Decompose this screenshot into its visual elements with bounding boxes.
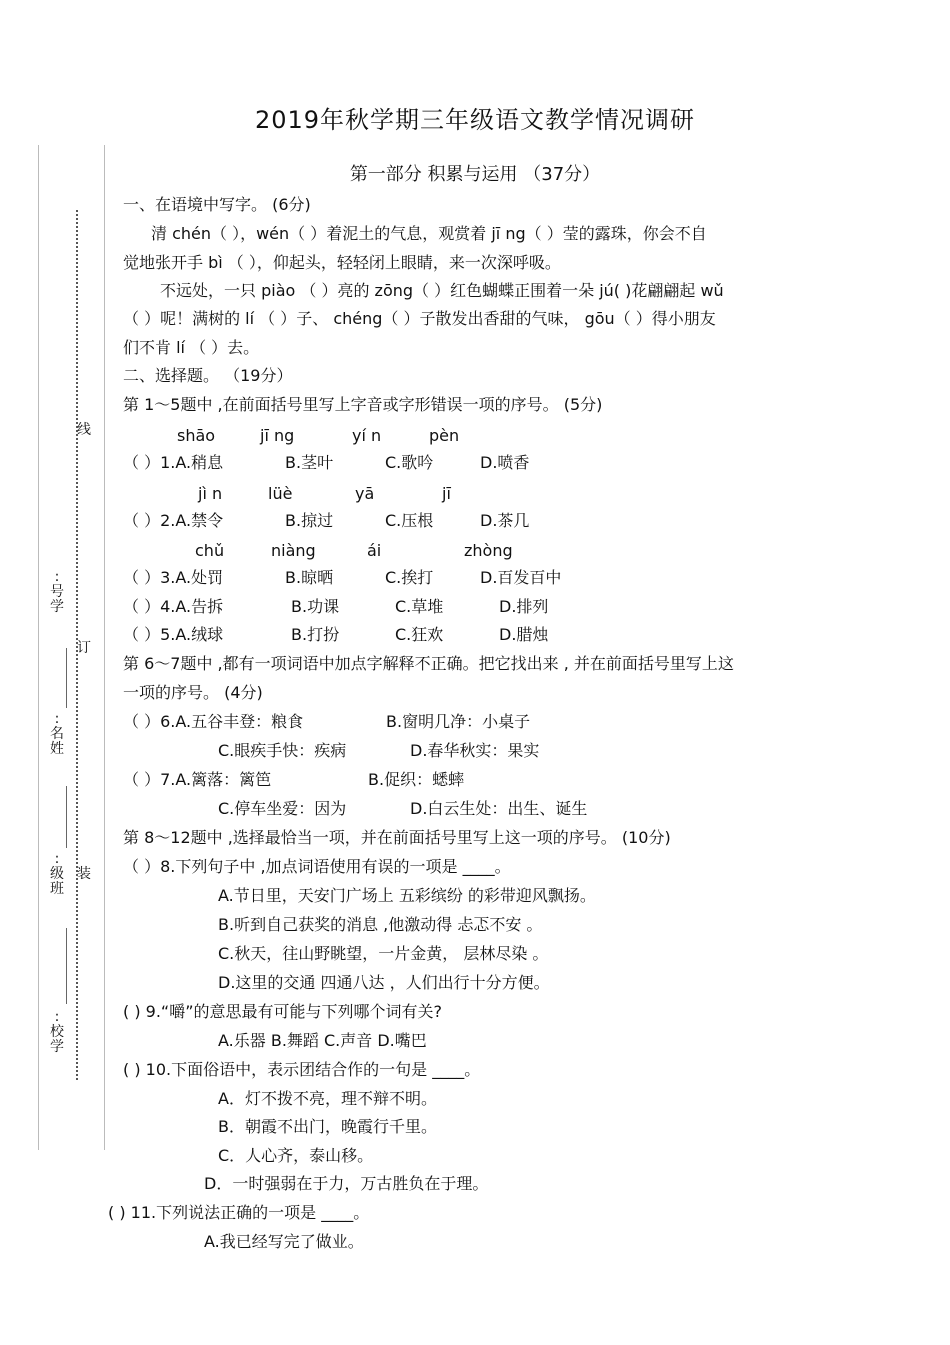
q2-pinyin-d: jī: [442, 484, 451, 503]
q6-option-d: D.春华秋实：果实: [410, 741, 540, 760]
q2-pinyin-a: jì n: [198, 484, 223, 503]
q3-pinyin-c: ái: [367, 541, 382, 560]
margin-blank-class: [66, 786, 67, 848]
q3-pinyin-a: chǔ: [195, 541, 225, 560]
questions-6-7-instructions-line2: 一项的序号。 (4分): [123, 683, 263, 702]
q10-option-b: B．朝霞不出门，晚霞行千里。: [218, 1117, 437, 1136]
q8-option-a: A.节日里，天安门广场上 五彩缤纷 的彩带迎风飘扬。: [218, 886, 596, 905]
q7-option-c: C.停车坐爱：因为: [218, 799, 347, 818]
q2-option-d: D.茶几: [480, 511, 530, 530]
q7-option-a: （ ）7.A.篱落：篱笆: [123, 770, 272, 789]
q1-option-b: B.茎叶: [285, 453, 334, 472]
q1-option-a: （ ）1.A.稍息: [123, 453, 224, 472]
margin-field-class: :级班: [50, 851, 64, 897]
section2-heading: 二、选择题。 （19分）: [123, 366, 293, 385]
section1-paragraph2-line1: 不远处，一只 piào （ ）亮的 zōng（ ）红色蝴蝶正围着一朵 jú( )花翩翩起 wǔ: [160, 281, 724, 300]
q8-option-b: B.听到自己获奖的消息 ,他激动得 忐忑不安 。: [218, 915, 543, 934]
questions-6-7-instructions-line1: 第 6～7题中 ,都有一项词语中加点字解释不正确。把它找出来 , 并在前面括号里写上这: [123, 654, 734, 673]
q8-option-d: D.这里的交通 四通八达 ，人们出行十分方便。: [218, 973, 550, 992]
q3-option-b: B.晾晒: [285, 568, 334, 587]
q3-option-a: （ ）3.A.处罚: [123, 568, 224, 587]
part-heading: 第一部分 积累与运用 （37分）: [349, 164, 601, 185]
margin-label-xian: 线: [77, 422, 91, 438]
q5-option-a: （ ）5.A.绒球: [123, 625, 224, 644]
section1-paragraph2-line2: （ ）呢！满树的 lí （ ）子、 chéng（ ）子散发出香甜的气味， gōu（ ）得小朋友: [123, 309, 716, 328]
margin-blank-school: [66, 928, 67, 1004]
q7-option-d: D.白云生处：出生、诞生: [410, 799, 588, 818]
margin-blank-name: [66, 648, 67, 708]
q1-pinyin-d: pèn: [429, 426, 460, 445]
q4-option-a: （ ）4.A.告拆: [123, 597, 224, 616]
q9-options: A.乐器 B.舞蹈 C.声音 D.嘴巴: [218, 1031, 427, 1050]
q2-option-b: B.掠过: [285, 511, 334, 530]
q11-option-a: A.我已经写完了做业。: [204, 1232, 364, 1251]
questions-8-12-instructions: 第 8～12题中 ,选择最恰当一项，并在前面括号里写上这一项的序号。 (10分): [123, 828, 671, 847]
q2-option-c: C.压根: [385, 511, 434, 530]
q1-pinyin-a: shāo: [177, 426, 216, 445]
margin-label-ding: 订: [77, 640, 91, 656]
q5-option-c: C.狂欢: [395, 625, 444, 644]
q3-option-c: C.挨打: [385, 568, 434, 587]
questions-1-5-instructions: 第 1～5题中 ,在前面括号里写上字音或字形错误一项的序号。 (5分): [123, 395, 603, 414]
margin-rule-inner: [104, 145, 105, 1150]
q5-option-d: D.腊烛: [499, 625, 549, 644]
q8-option-c: C.秋天，往山野眺望，一片金黄， 层林尽染 。: [218, 944, 549, 963]
q2-pinyin-c: yā: [355, 484, 375, 503]
q6-option-c: C.眼疾手快：疾病: [218, 741, 347, 760]
q2-option-a: （ ）2.A.禁令: [123, 511, 224, 530]
q4-option-b: B.功课: [291, 597, 340, 616]
q1-pinyin-c: yí n: [352, 426, 382, 445]
q3-pinyin-b: niàng: [271, 541, 316, 560]
margin-rule-outer: [38, 145, 39, 1150]
q1-option-c: C.歌吟: [385, 453, 434, 472]
q6-option-b: B.窗明几净：小桌子: [386, 712, 531, 731]
q10-option-d: D．一时强弱在于力，万古胜负在于理。: [204, 1174, 489, 1193]
q10-stem: ( ) 10.下面俗语中，表示团结合作的一句是 ____。: [123, 1060, 481, 1079]
q5-option-b: B.打扮: [291, 625, 340, 644]
section1-paragraph1-line2: 觉地张开手 bì （ ），仰起头，轻轻闭上眼睛，来一次深呼吸。: [123, 253, 561, 272]
section1-paragraph2-line3: 们不肯 lí （ ）去。: [123, 338, 260, 357]
q1-pinyin-b: jī ng: [260, 426, 295, 445]
section1-paragraph1-line1: 清 chén（ ），wén（ ）着泥土的气息，观赏着 jī ng（ ）莹的露珠，你会不自: [151, 224, 707, 243]
section1-heading: 一、在语境中写字。 (6分): [123, 195, 311, 214]
page-title: 2019年秋学期三年级语文教学情况调研: [254, 106, 696, 134]
q1-option-d: D.喷香: [480, 453, 530, 472]
q3-option-d: D.百发百中: [480, 568, 562, 587]
margin-field-name: :名姓: [50, 711, 64, 757]
q4-option-d: D.排列: [499, 597, 549, 616]
margin-label-zhuang: 装: [77, 866, 91, 882]
q8-stem: （ ）8.下列句子中 ,加点词语使用有误的一项是 ____。: [123, 857, 511, 876]
q3-pinyin-d: zhòng: [464, 541, 513, 560]
q11-stem: ( ) 11.下列说法正确的一项是 ____。: [108, 1203, 370, 1222]
q7-option-b: B.促织：蟋蟀: [368, 770, 465, 789]
q10-option-c: C．人心齐，泰山移。: [218, 1146, 374, 1165]
q10-option-a: A．灯不拨不亮，理不辩不明。: [218, 1089, 437, 1108]
margin-field-student-no: :号学: [50, 569, 64, 615]
q4-option-c: C.草堆: [395, 597, 444, 616]
q9-stem: ( ) 9.“嚼”的意思最有可能与下列哪个词有关?: [123, 1002, 442, 1021]
q6-option-a: （ ）6.A.五谷丰登：粮食: [123, 712, 304, 731]
q2-pinyin-b: lüè: [268, 484, 293, 503]
margin-field-school: :校学: [50, 1009, 64, 1055]
